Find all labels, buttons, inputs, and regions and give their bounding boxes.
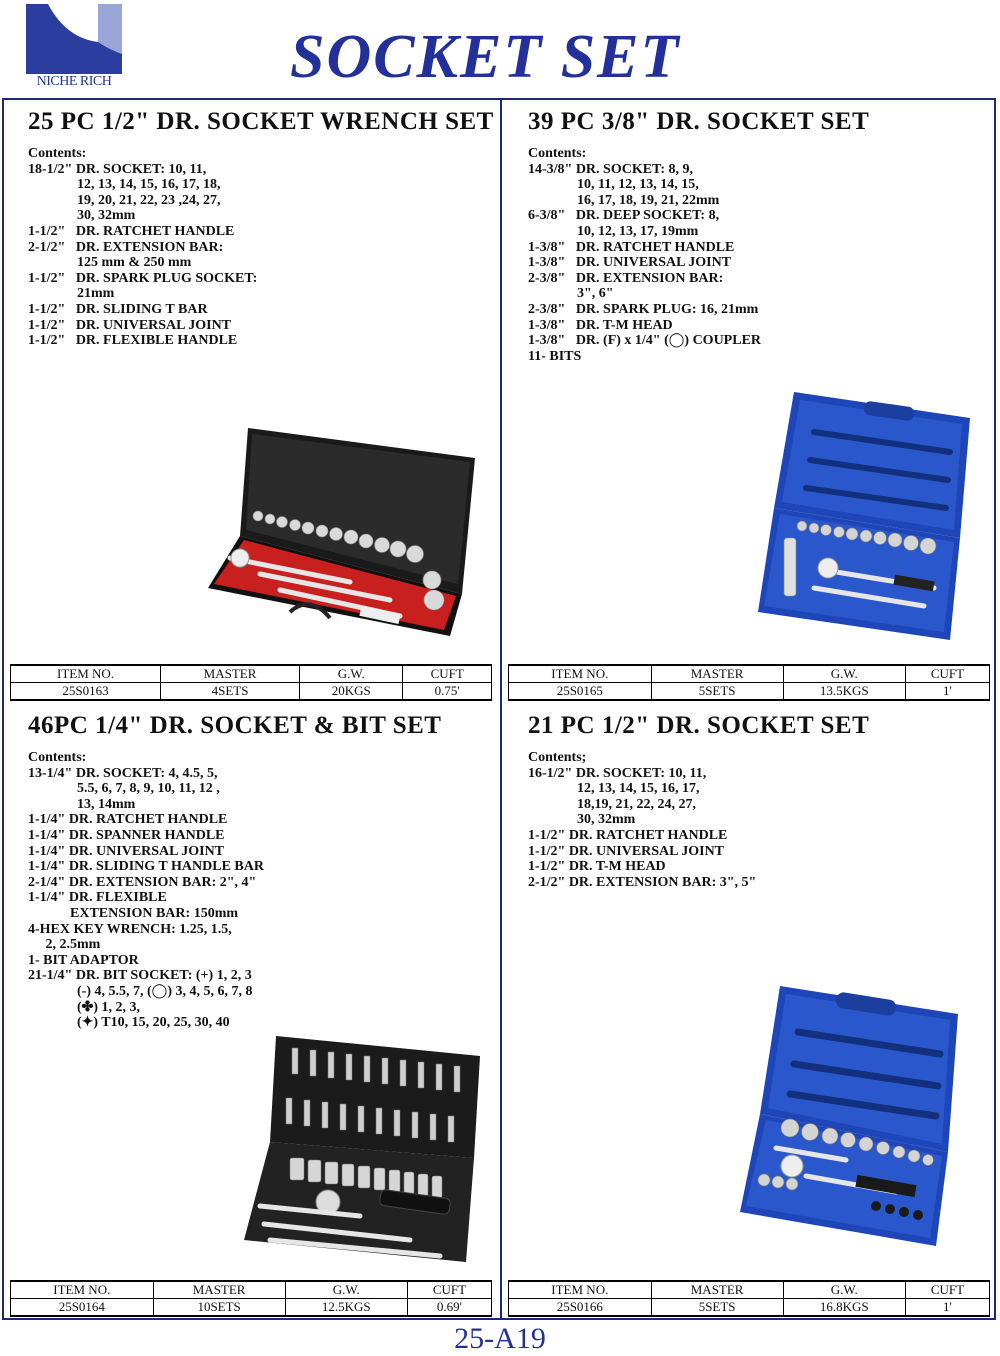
- spec-item-no: 25S0165: [509, 683, 652, 701]
- contents-line: 1-1/2" DR. FLEXIBLE HANDLE: [28, 333, 238, 349]
- spec-cuft: 1': [905, 683, 989, 701]
- contents-line: 2-1/4" DR. EXTENSION BAR: 2", 4": [28, 874, 257, 890]
- contents-line: 1-1/2" DR. SPARK PLUG SOCKET:: [28, 270, 258, 286]
- page-title: SOCKET SET: [290, 23, 681, 91]
- product-photo-blue-case-39pc: [754, 388, 976, 647]
- contents-line: 1-1/2" DR. RATCHET HANDLE: [28, 223, 235, 239]
- contents-line: 1-3/8" DR. RATCHET HANDLE: [528, 239, 735, 255]
- spec-gw: 16.8KGS: [783, 1299, 905, 1317]
- contents-line: 1-1/2" DR. RATCHET HANDLE: [528, 827, 728, 843]
- spec-cuft: 0.75': [403, 683, 492, 701]
- contents-line: 1-3/8" DR. UNIVERSAL JOINT: [528, 255, 732, 271]
- contents-line: 12, 13, 14, 15, 16, 17, 18,: [28, 177, 221, 193]
- contents-line: 1-1/4" DR. SLIDING T HANDLE BAR: [28, 859, 264, 875]
- contents-line: 1-1/2" DR. UNIVERSAL JOINT: [28, 317, 232, 333]
- spec-table: [508, 664, 990, 701]
- spec-header: CUFT: [905, 1281, 989, 1299]
- contents-line: 5.5, 6, 7, 8, 9, 10, 11, 12 ,: [28, 781, 220, 797]
- contents-line: 1-1/4" DR. UNIVERSAL JOINT: [28, 843, 225, 859]
- contents-line: 18-1/2" DR. SOCKET: 10, 11,: [28, 161, 207, 177]
- contents-line: EXTENSION BAR: 150mm: [28, 905, 239, 921]
- spec-header: G.W.: [783, 665, 905, 683]
- spec-table: [508, 1280, 990, 1317]
- contents-line: 30, 32mm: [28, 208, 136, 224]
- spec-master: 5SETS: [651, 683, 783, 701]
- spec-header: MASTER: [651, 665, 783, 683]
- spec-header: ITEM NO.: [509, 665, 652, 683]
- spec-header: CUFT: [407, 1281, 491, 1299]
- spec-header: G.W.: [300, 665, 403, 683]
- contents-line: (✤) 1, 2, 3,: [28, 999, 141, 1015]
- contents-line: 10, 12, 13, 17, 19mm: [528, 223, 699, 239]
- contents-line: 16, 17, 18, 19, 21, 22mm: [528, 192, 720, 208]
- spec-gw: 20KGS: [300, 683, 403, 701]
- contents-line: 13, 14mm: [28, 796, 136, 812]
- spec-header: MASTER: [161, 665, 300, 683]
- contents-line: 2, 2.5mm: [28, 937, 101, 953]
- contents-line: 1-3/8" DR. T-M HEAD: [528, 317, 673, 333]
- contents-label: Contents;: [528, 750, 587, 765]
- logo-text: NICHE RICH: [36, 74, 112, 89]
- spec-gw: 13.5KGS: [783, 683, 905, 701]
- contents-line: 16-1/2" DR. SOCKET: 10, 11,: [528, 765, 707, 781]
- contents-line: 18,19, 21, 22, 24, 27,: [528, 796, 696, 812]
- contents-line: 4-HEX KEY WRENCH: 1.25, 1.5,: [28, 921, 232, 937]
- spec-item-no: 25S0163: [11, 683, 161, 701]
- product-panel-39pc: [528, 108, 988, 364]
- contents-line: 14-3/8" DR. SOCKET: 8, 9,: [528, 161, 694, 177]
- contents-line: 21mm: [28, 286, 115, 302]
- spec-item-no: 25S0166: [509, 1299, 652, 1317]
- spec-cuft: 0.69': [407, 1299, 491, 1317]
- product-contents: [28, 750, 498, 1031]
- contents-line: 1-1/2" DR. T-M HEAD: [528, 859, 666, 875]
- product-contents: [28, 146, 498, 349]
- contents-line: 12, 13, 14, 15, 16, 17,: [528, 781, 700, 797]
- contents-line: 1-1/2" DR. SLIDING T BAR: [28, 301, 208, 317]
- contents-line: 125 mm & 250 mm: [28, 255, 192, 271]
- contents-line: 1- BIT ADAPTOR: [28, 952, 139, 968]
- contents-line: (-) 4, 5.5, 7, (◯) 3, 4, 5, 6, 7, 8: [28, 983, 253, 999]
- product-panel-46pc: [28, 712, 498, 1031]
- spec-gw: 12.5KGS: [285, 1299, 407, 1317]
- contents-line: (✦) T10, 15, 20, 25, 30, 40: [28, 1015, 230, 1031]
- spec-master: 5SETS: [651, 1299, 783, 1317]
- spec-master: 4SETS: [161, 683, 300, 701]
- contents-line: 13-1/4" DR. SOCKET: 4, 4.5, 5,: [28, 765, 218, 781]
- product-panel-25pc: [28, 108, 498, 349]
- spec-header: G.W.: [783, 1281, 905, 1299]
- spec-header: CUFT: [905, 665, 989, 683]
- product-panel-21pc: [528, 712, 988, 890]
- contents-line: 30, 32mm: [528, 812, 636, 828]
- spec-header: CUFT: [403, 665, 492, 683]
- contents-line: 21-1/4" DR. BIT SOCKET: (+) 1, 2, 3: [28, 968, 252, 984]
- spec-header: MASTER: [153, 1281, 285, 1299]
- product-title: 39 PC 3/8" DR. SOCKET SET: [528, 108, 870, 135]
- product-photo-red-case: [200, 424, 480, 649]
- contents-line: 19, 20, 21, 22, 23 ,24, 27,: [28, 192, 221, 208]
- contents-line: 1-1/4" DR. FLEXIBLE: [28, 890, 167, 906]
- spec-master: 10SETS: [153, 1299, 285, 1317]
- contents-line: 1-1/4" DR. RATCHET HANDLE: [28, 812, 228, 828]
- spec-cuft: 1': [905, 1299, 989, 1317]
- contents-line: 2-3/8" DR. SPARK PLUG: 16, 21mm: [528, 301, 759, 317]
- brand-logo: [26, 4, 122, 94]
- contents-line: 6-3/8" DR. DEEP SOCKET: 8,: [528, 208, 720, 224]
- contents-line: 2-1/2" DR. EXTENSION BAR: 3", 5": [528, 874, 757, 890]
- contents-line: 10, 11, 12, 13, 14, 15,: [528, 177, 699, 193]
- spec-header: ITEM NO.: [11, 665, 161, 683]
- contents-line: 2-1/2" DR. EXTENSION BAR:: [28, 239, 224, 255]
- product-title: 46PC 1/4" DR. SOCKET & BIT SET: [28, 712, 442, 739]
- product-photo-black-case: [240, 1034, 486, 1273]
- product-title: 25 PC 1/2" DR. SOCKET WRENCH SET: [28, 108, 494, 135]
- product-contents: [528, 750, 988, 890]
- contents-label: Contents:: [28, 146, 87, 161]
- spec-table: [10, 1280, 492, 1317]
- spec-header: MASTER: [651, 1281, 783, 1299]
- product-photo-blue-case-21pc: [736, 984, 962, 1255]
- contents-label: Contents:: [28, 750, 87, 765]
- column-divider: [500, 98, 502, 1320]
- contents-line: 3", 6": [528, 286, 614, 302]
- contents-line: 1-1/2" DR. UNIVERSAL JOINT: [528, 843, 725, 859]
- product-contents: [528, 146, 988, 364]
- product-title: 21 PC 1/2" DR. SOCKET SET: [528, 712, 870, 739]
- contents-line: 2-3/8" DR. EXTENSION BAR:: [528, 270, 724, 286]
- contents-line: 1-3/8" DR. (F) x 1/4" (◯) COUPLER: [528, 333, 762, 349]
- contents-label: Contents:: [528, 146, 587, 161]
- contents-line: 1-1/4" DR. SPANNER HANDLE: [28, 827, 225, 843]
- page-number: 25-A19: [454, 1322, 546, 1355]
- spec-header: ITEM NO.: [509, 1281, 652, 1299]
- spec-header: G.W.: [285, 1281, 407, 1299]
- spec-table: [10, 664, 492, 701]
- contents-line: 11- BITS: [528, 348, 582, 364]
- spec-item-no: 25S0164: [11, 1299, 154, 1317]
- spec-header: ITEM NO.: [11, 1281, 154, 1299]
